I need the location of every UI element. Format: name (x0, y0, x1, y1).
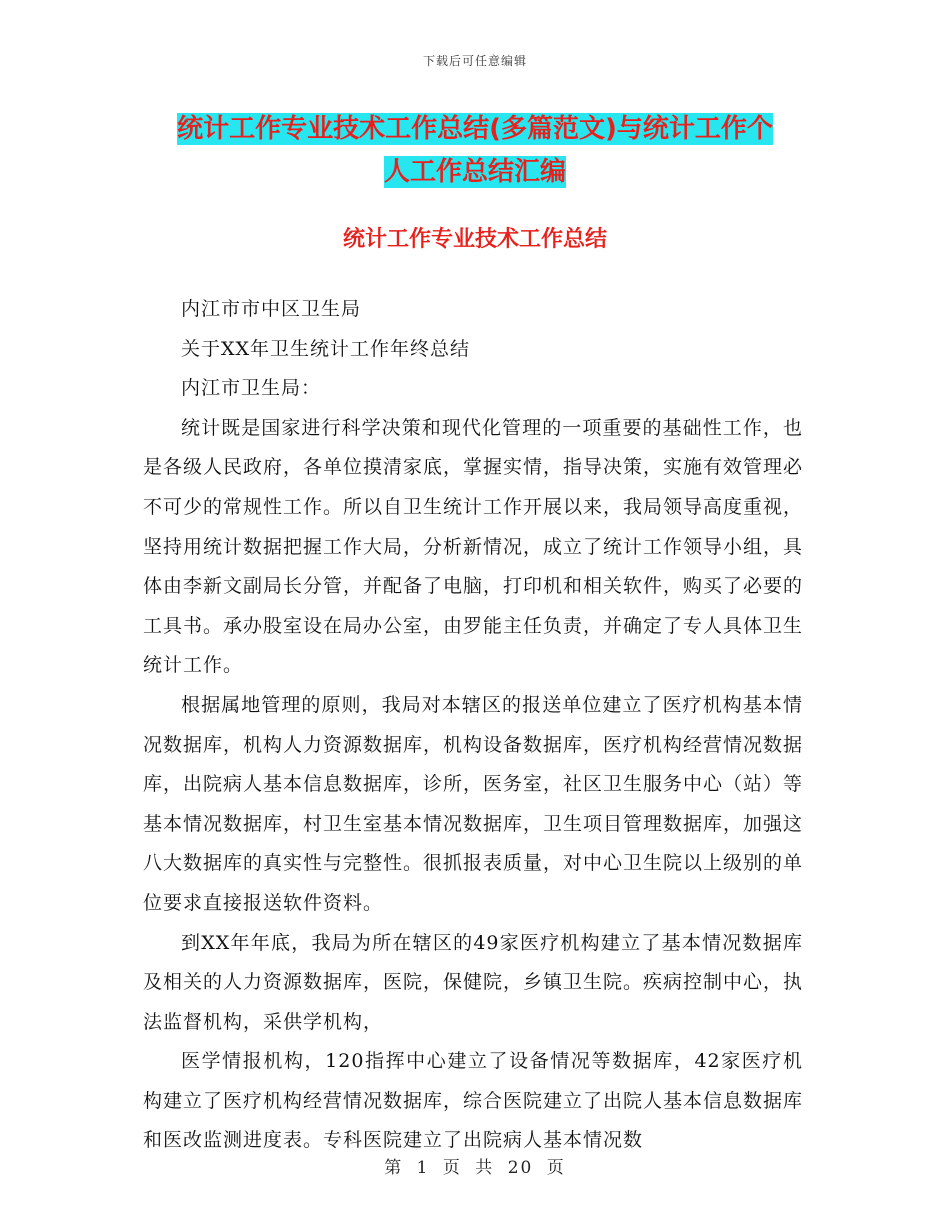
footer-total-prefix: 共 (475, 1158, 495, 1178)
footer-page-number: 1 (416, 1158, 430, 1178)
footer-total-unit: 页 (546, 1158, 566, 1178)
paragraph: 根据属地管理的原则，我局对本辖区的报送单位建立了医疗机构基本情况数据库，机构人力资源数据库，机构设备数据库，医疗机构经营情况数据库，出院病人基本信息数据库，诊所，医务室，社区卫生服务中心（站）等基本情况数据库，村卫生室基本情况数据库，卫生项目管理数据库，加强这八大数据库的真实性与完整性。很抓报表质量，对中心卫生院以上级别的单位要求直接报送软件资料。 (143, 693, 804, 914)
document-title-line-1: 统计工作专业技术工作总结(多篇范文)与统计工作个 (177, 114, 773, 144)
paragraph: 医学情报机构，120指挥中心建立了设备情况等数据库，42家医疗机构建立了医疗机构经营情况数据库，综合医院建立了出院人基本信息数据库和医改监测进度表。专科医院建立了出院病人基本情况数 (143, 1050, 804, 1152)
document-title (135, 108, 815, 194)
paragraph-recipient: 内江市卫生局： (181, 377, 322, 400)
document-body (143, 290, 803, 1161)
paragraph: 统计既是国家进行科学决策和现代化管理的一项重要的基础性工作，也是各级人民政府，各单位摸清家底，掌握实情，指导决策，实施有效管理必不可少的常规性工作。所以自卫生统计工作开展以来，我局领导高度重视，坚持用统计数据把握工作大局，分析新情况，成立了统计工作领导小组，具体由李新文副局长分管，并配备了电脑，打印机和相关软件，购买了必要的工具书。承办股室设在局办公室，由罗能主任负责，并确定了专人具体卫生统计工作。 (143, 416, 804, 677)
page-footer (0, 1153, 950, 1178)
paragraph: 到XX年年底，我局为所在辖区的49家医疗机构建立了基本情况数据库及相关的人力资源数据库，医院，保健院，乡镇卫生院。疾病控制中心，执法监督机构，采供学机构， (143, 931, 804, 1033)
footer-total-pages: 20 (507, 1158, 534, 1178)
paragraph-sender: 内江市市中区卫生局 (181, 298, 362, 320)
section-title: 统计工作专业技术工作总结 (342, 227, 607, 252)
footer-page-unit: 页 (442, 1158, 462, 1178)
header-note: 下载后可任意编辑 (422, 54, 527, 68)
document-title-line-2: 人工作总结汇编 (383, 157, 566, 187)
paragraph-subject: 关于XX年卫生统计工作年终总结 (181, 337, 471, 360)
footer-prefix: 第 (384, 1158, 404, 1178)
